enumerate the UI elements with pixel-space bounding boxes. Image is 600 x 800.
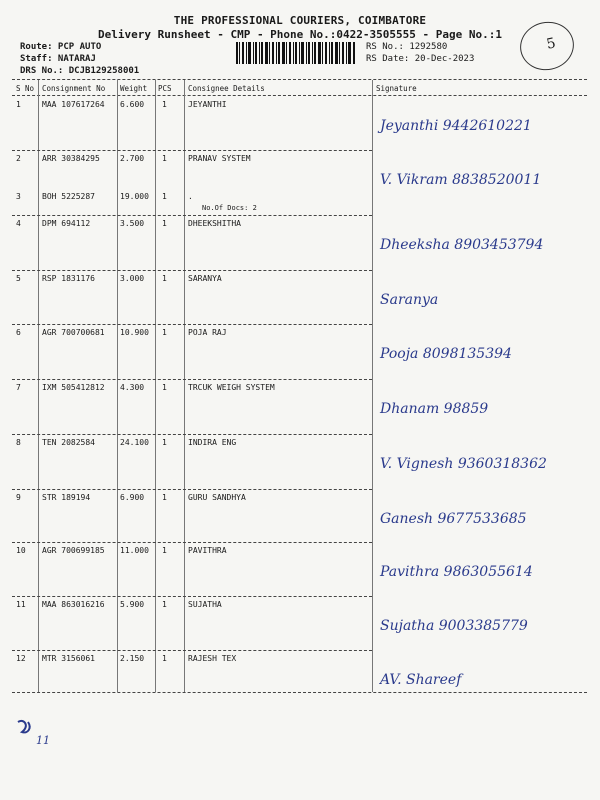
row-consignee: JEYANTHI (188, 100, 227, 109)
row-pcs: 1 (162, 219, 167, 228)
row-consignee: SARANYA (188, 274, 222, 283)
col-signature: Signature (376, 84, 417, 93)
row-signature: Pavithra 9863055614 (380, 564, 533, 580)
column-rule (372, 80, 373, 692)
row-consignee: INDIRA ENG (188, 438, 237, 447)
row-consignee: TRCUK WEIGH SYSTEM (188, 383, 275, 392)
row-weight: 19.000 (120, 192, 149, 201)
row-consignment: RSP 1831176 (42, 274, 95, 283)
row-weight: 2.150 (120, 654, 145, 663)
row-pcs: 1 (162, 493, 167, 502)
row-signature: Jeyanthi 9442610221 (380, 118, 532, 134)
row-pcs: 1 (162, 383, 167, 392)
column-rule (38, 80, 39, 692)
route-info: Route: PCP AUTO (20, 42, 102, 52)
column-rule (184, 80, 185, 692)
row-signature: Dhanam 98859 (380, 401, 489, 417)
rs-date: RS Date: 20-Dec-2023 (366, 54, 475, 64)
row-weight: 6.600 (120, 100, 145, 109)
row-pcs: 1 (162, 274, 167, 283)
row-weight: 2.700 (120, 154, 145, 163)
row-consignment: STR 189194 (42, 493, 91, 502)
row-sno: 5 (16, 274, 21, 283)
row-consignment: AGR 700699185 (42, 546, 105, 555)
row-sno: 10 (16, 546, 26, 555)
divider (12, 95, 587, 96)
divider (12, 79, 587, 80)
row-sno: 3 (16, 192, 21, 201)
row-signature: V. Vignesh 9360318362 (380, 456, 547, 472)
row-consignee: RAJESH TEX (188, 654, 237, 663)
row-sno: 12 (16, 654, 26, 663)
barcode (236, 42, 356, 64)
row-pcs: 1 (162, 192, 167, 201)
row-consignee: GURU SANDHYA (188, 493, 246, 502)
col-weight: Weight (120, 84, 148, 93)
col-sno: S No (16, 84, 35, 93)
footer-mark: 11 (36, 734, 50, 747)
row-divider (12, 434, 372, 435)
row-signature: Ganesh 9677533685 (380, 511, 527, 527)
row-sno: 2 (16, 154, 21, 163)
row-pcs: 1 (162, 654, 167, 663)
row-divider (12, 542, 372, 543)
row-consignee: PAVITHRA (188, 546, 227, 555)
row-sno: 9 (16, 493, 21, 502)
row-weight: 11.000 (120, 546, 149, 555)
row-consignee: DHEEKSHITHA (188, 219, 241, 228)
drs-number: DRS No.: DCJB129258001 (20, 66, 140, 76)
row-consignment: TEN 2082584 (42, 438, 95, 447)
col-consignment: Consignment No (42, 84, 106, 93)
row-consignee: SUJATHA (188, 600, 222, 609)
row-divider (12, 324, 372, 325)
row-weight: 3.500 (120, 219, 145, 228)
row-sno: 4 (16, 219, 21, 228)
row-pcs: 1 (162, 328, 167, 337)
row-signature: Sujatha 9003385779 (380, 618, 528, 634)
row-weight: 4.300 (120, 383, 145, 392)
row-signature: V. Vikram 8838520011 (380, 172, 542, 188)
row-pcs: 1 (162, 154, 167, 163)
col-consignee: Consignee Details (188, 84, 265, 93)
row-consignment: BOH 5225287 (42, 192, 95, 201)
row-signature: Saranya (380, 292, 439, 308)
col-pcs: PCS (158, 84, 172, 93)
row-consignment: ARR 30384295 (42, 154, 100, 163)
row-sno: 11 (16, 600, 26, 609)
row-signature: Pooja 8098135394 (380, 346, 512, 362)
row-consignment: DPM 694112 (42, 219, 91, 228)
row-signature: Dheeksha 8903453794 (380, 237, 544, 253)
row-weight: 5.900 (120, 600, 145, 609)
row-divider (12, 489, 372, 490)
row-divider (12, 215, 372, 216)
row-sno: 7 (16, 383, 21, 392)
row-consignee: . (188, 192, 193, 201)
row-consignee: POJA RAJ (188, 328, 227, 337)
runsheet-subtitle: Delivery Runsheet - CMP - Phone No.:0422-3505555 - Page No.:1 (98, 28, 502, 41)
column-rule (117, 80, 118, 692)
row-pcs: 1 (162, 438, 167, 447)
row-sno: 6 (16, 328, 21, 337)
row-weight: 6.900 (120, 493, 145, 502)
row-weight: 24.100 (120, 438, 149, 447)
row-consignment: MAA 863016216 (42, 600, 105, 609)
row-pcs: 1 (162, 546, 167, 555)
divider (12, 692, 587, 693)
row-weight: 3.000 (120, 274, 145, 283)
column-rule (155, 80, 156, 692)
stamp-text: 5 (545, 35, 558, 53)
row-consignment: MAA 107617264 (42, 100, 105, 109)
row-pcs: 1 (162, 600, 167, 609)
row-divider (12, 270, 372, 271)
row-divider (12, 650, 372, 651)
row-signature: AV. Shareef (380, 672, 462, 688)
row-consignment: AGR 700700681 (42, 328, 105, 337)
rs-number: RS No.: 1292580 (366, 42, 448, 52)
staff-info: Staff: NATARAJ (20, 54, 96, 64)
row-consignment: MTR 3156061 (42, 654, 95, 663)
row-divider (12, 379, 372, 380)
row-note: No.Of Docs: 2 (202, 204, 257, 212)
row-weight: 10.900 (120, 328, 149, 337)
row-divider (12, 150, 372, 151)
company-name: THE PROFESSIONAL COURIERS, COIMBATORE (173, 14, 427, 27)
row-sno: 1 (16, 100, 21, 109)
row-pcs: 1 (162, 100, 167, 109)
row-divider (12, 596, 372, 597)
row-sno: 8 (16, 438, 21, 447)
row-consignment: IXM 505412812 (42, 383, 105, 392)
row-consignee: PRANAV SYSTEM (188, 154, 251, 163)
